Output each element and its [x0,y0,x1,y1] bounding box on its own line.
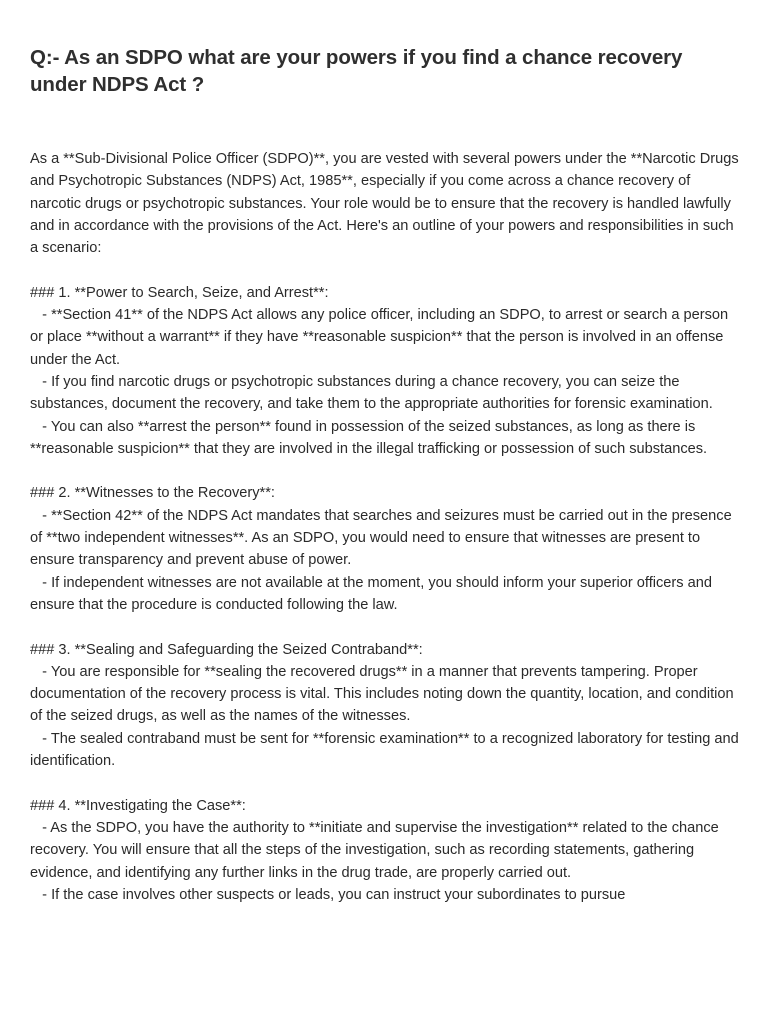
section-heading: ### 2. **Witnesses to the Recovery**: [30,485,275,502]
section-1 [30,282,742,460]
section-bullet: - **Section 41** of the NDPS Act allows any police officer, including an SDPO, to arrest or search a person or place **without a warrant** if they have **reasonable suspicion** that the person is involved in an offense under the Act. [30,307,733,368]
section-heading: ### 1. **Power to Search, Seize, and Arrest**: [30,284,329,301]
document-page [30,44,742,906]
section-bullet: - If you find narcotic drugs or psychotropic substances during a chance recovery, you can seize the substances, document the recovery, and take them to the appropriate authorities for forensic examination. [30,373,713,413]
section-heading: ### 3. **Sealing and Safeguarding the Seized Contraband**: [30,641,423,658]
section-bullet: - **Section 42** of the NDPS Act mandates that searches and seizures must be carried out in the presence of **two independent witnesses**. As an SDPO, you would need to ensure that witnesses are present to ensure transparency and prevent abuse of power. [30,507,736,569]
section-bullet: - You are responsible for **sealing the recovered drugs** in a manner that prevents tampering. Proper documentation of the recovery process is vital. This includes noting down the quantity, location, and condition of the seized drugs, as well as the names of the witnesses. [30,663,738,725]
section-4 [30,795,742,906]
question-title: Q:- As an SDPO what are your powers if you find a chance recovery under NDPS Act ? [30,46,683,96]
section-bullet: - As the SDPO, you have the authority to **initiate and supervise the investigation** related to the chance recovery. You will ensure that all the steps of the investigation, such as recording statements, gathering evidence, and identifying any further links in the drug trade, are properly carried out. [30,819,723,881]
intro-paragraph: As a **Sub-Divisional Police Officer (SDPO)**, you are vested with several powers under the **Narcotic Drugs and Psychotropic Substances (NDPS) Act, 1985**, especially if you come across a chance recovery of narcotic drugs or psychotropic substances. Your role would be to ensure that the recovery is handled lawfully and in accordance with the provisions of the Act. Here's an outline of your powers and responsibilities in such a scenario: [30,151,743,257]
section-heading: ### 4. **Investigating the Case**: [30,797,246,814]
section-bullet: - You can also **arrest the person** found in possession of the seized substances, as long as there is **reasonable suspicion** that they are involved in the illegal trafficking or possession of such substances. [30,418,708,457]
section-2 [30,482,742,616]
section-bullet: - The sealed contraband must be sent for **forensic examination** to a recognized laboratory for testing and identification. [30,730,743,770]
answer-body [30,148,742,906]
section-bullet: - If the case involves other suspects or leads, you can instruct your subordinates to pursue [30,886,626,903]
section-bullet: - If independent witnesses are not available at the moment, you should inform your superior officers and ensure that the procedure is conducted following the law. [30,574,717,613]
section-3 [30,639,742,773]
